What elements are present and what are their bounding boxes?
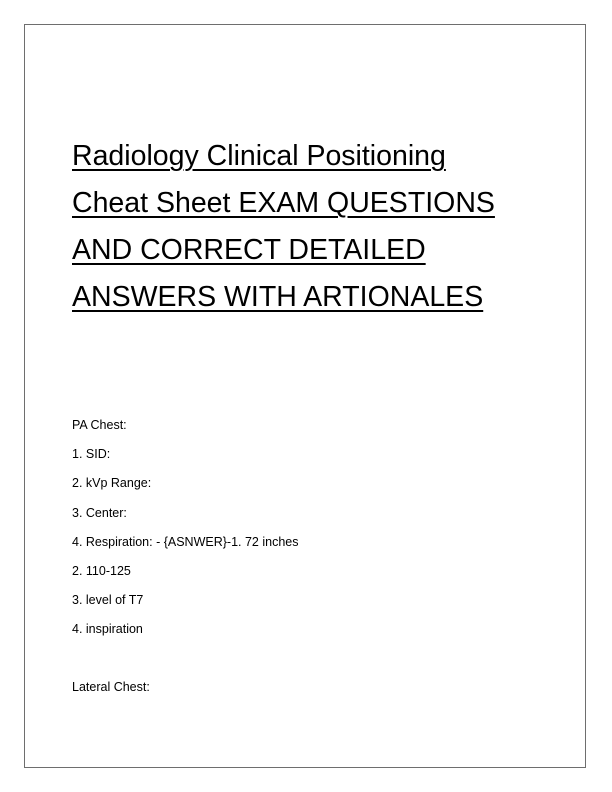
body-line: 2. kVp Range: [72, 476, 152, 491]
body-line: 1. SID: [72, 447, 111, 462]
section-lateral-chest [72, 677, 542, 706]
title-line: Radiology Clinical Positioning [72, 140, 446, 172]
title-line: AND CORRECT DETAILED [72, 234, 426, 266]
document-body [72, 415, 542, 706]
body-line: 3. Center: [72, 505, 127, 520]
section-heading: PA Chest: [72, 418, 127, 432]
title-line: ANSWERS WITH ARTIONALES [72, 281, 484, 313]
body-line: 3. level of T7 [72, 593, 144, 608]
section-heading: Lateral Chest: [72, 679, 150, 694]
body-line: 4. inspiration [72, 622, 143, 637]
document-title [72, 133, 552, 321]
body-line: 4. Respiration: - {ASNWER}-1. 72 inches [72, 534, 299, 549]
section-gap [72, 649, 542, 677]
title-line: Cheat Sheet EXAM QUESTIONS [72, 187, 495, 219]
body-line: 2. 110-125 [72, 563, 131, 578]
section-pa-chest [72, 415, 542, 649]
